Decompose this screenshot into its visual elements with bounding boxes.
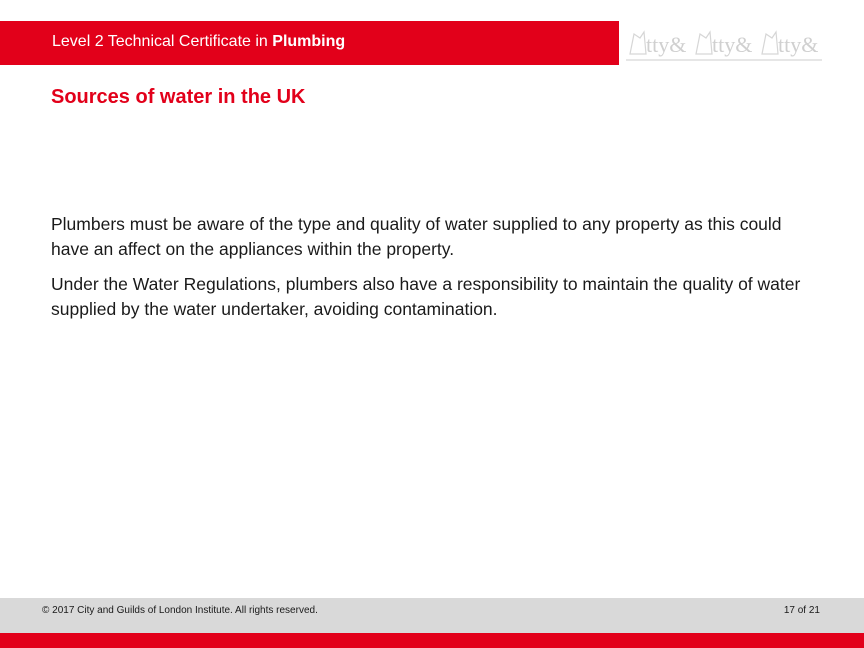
footer-red-strip [0, 633, 864, 648]
svg-text:tty&: tty& [778, 32, 819, 57]
body-paragraph: Plumbers must be aware of the type and quality of water supplied to any property as this could have an affect on the appliances within the property. [51, 214, 782, 259]
course-prefix: Level 2 Technical Certificate in [52, 33, 273, 50]
body-paragraph: Under the Water Regulations, plumbers also have a responsibility to maintain the quality of water supplied by the water undertaker, avoiding contamination. [51, 274, 801, 319]
course-title [52, 33, 345, 51]
city-and-guilds-logo [626, 24, 822, 64]
svg-text:tty&: tty& [712, 32, 753, 57]
copyright-notice: © 2017 City and Guilds of London Institute. All rights reserved. [42, 605, 318, 616]
slide-title: Sources of water in the UK [51, 86, 306, 108]
page-indicator: 17 of 21 [783, 605, 820, 616]
svg-text:tty&: tty& [646, 32, 687, 57]
slide-body [51, 212, 821, 332]
course-subject: Plumbing [272, 33, 346, 50]
